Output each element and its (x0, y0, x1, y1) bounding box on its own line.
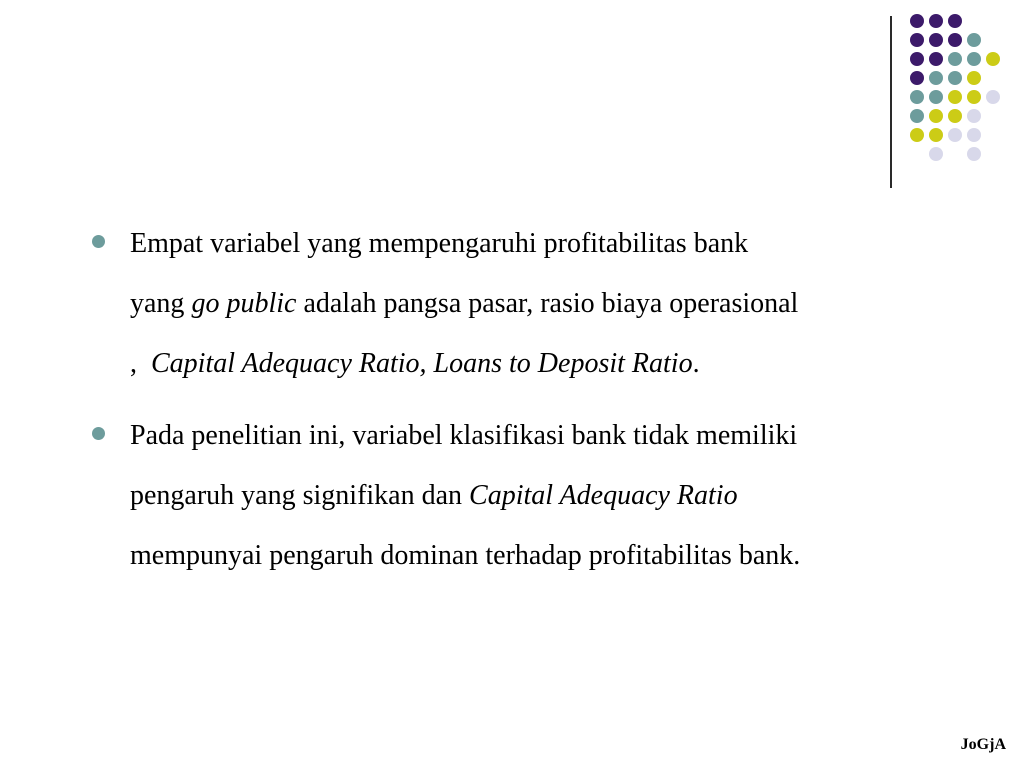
decorative-dot (948, 128, 962, 142)
decorative-dot (910, 90, 924, 104)
decorative-dot (929, 90, 943, 104)
decorative-dot (948, 52, 962, 66)
bullet-dot-icon (92, 235, 105, 248)
text-run: adalah pangsa pasar, rasio biaya operasional (296, 288, 799, 319)
italic-text-run: Capital Adequacy Ratio (469, 480, 738, 511)
decorative-dot (967, 109, 981, 123)
text-run: Pada penelitian ini, variabel klasifikasi bank tidak memiliki (130, 420, 798, 451)
decorative-dot (910, 71, 924, 85)
bullet-line (130, 334, 972, 394)
italic-text-run: Capital Adequacy Ratio, Loans to Deposit Ratio (151, 348, 693, 379)
text-run: , (130, 348, 151, 379)
decorative-dot (929, 71, 943, 85)
decorative-dot (948, 71, 962, 85)
decorative-dot (929, 33, 943, 47)
text-run: . (692, 348, 700, 379)
decorative-dot (967, 52, 981, 66)
decorative-dot (910, 52, 924, 66)
decorative-dot (929, 147, 943, 161)
decorative-dot (929, 14, 943, 28)
decorative-dot (910, 14, 924, 28)
decorative-dot-grid (910, 14, 1002, 164)
bullet-line (130, 214, 972, 274)
decorative-dot (986, 90, 1000, 104)
decorative-dot (948, 90, 962, 104)
bullet-dot-icon (92, 427, 105, 440)
text-run: yang (130, 288, 192, 319)
footer-brand-label: JoGjA (960, 736, 1006, 753)
decorative-dot (910, 128, 924, 142)
decorative-dot (967, 128, 981, 142)
decorative-dot (910, 109, 924, 123)
decorative-dot (948, 109, 962, 123)
bullet-line (130, 526, 972, 586)
bullet-line (130, 406, 972, 466)
bullet-line (130, 466, 972, 526)
decorative-dot (967, 147, 981, 161)
bullet-line (130, 274, 972, 334)
decorative-dot (929, 128, 943, 142)
bullet-item-2 (92, 406, 972, 586)
decorative-dot (929, 52, 943, 66)
text-run: mempunyai pengaruh dominan terhadap profitabilitas bank. (130, 540, 801, 571)
text-run: Empat variabel yang mempengaruhi profitabilitas bank (130, 228, 749, 259)
decorative-dot (929, 109, 943, 123)
decorative-dot (967, 71, 981, 85)
decorative-dot (948, 33, 962, 47)
decorative-dot (967, 90, 981, 104)
bullet-item-1 (92, 214, 972, 394)
text-run: pengaruh yang signifikan dan (130, 480, 470, 511)
vertical-divider (890, 16, 892, 188)
slide-body (92, 214, 972, 598)
decorative-dot (948, 14, 962, 28)
decorative-dot (967, 33, 981, 47)
italic-text-run: go public (191, 288, 297, 319)
decorative-dot (986, 52, 1000, 66)
decorative-dot (910, 33, 924, 47)
